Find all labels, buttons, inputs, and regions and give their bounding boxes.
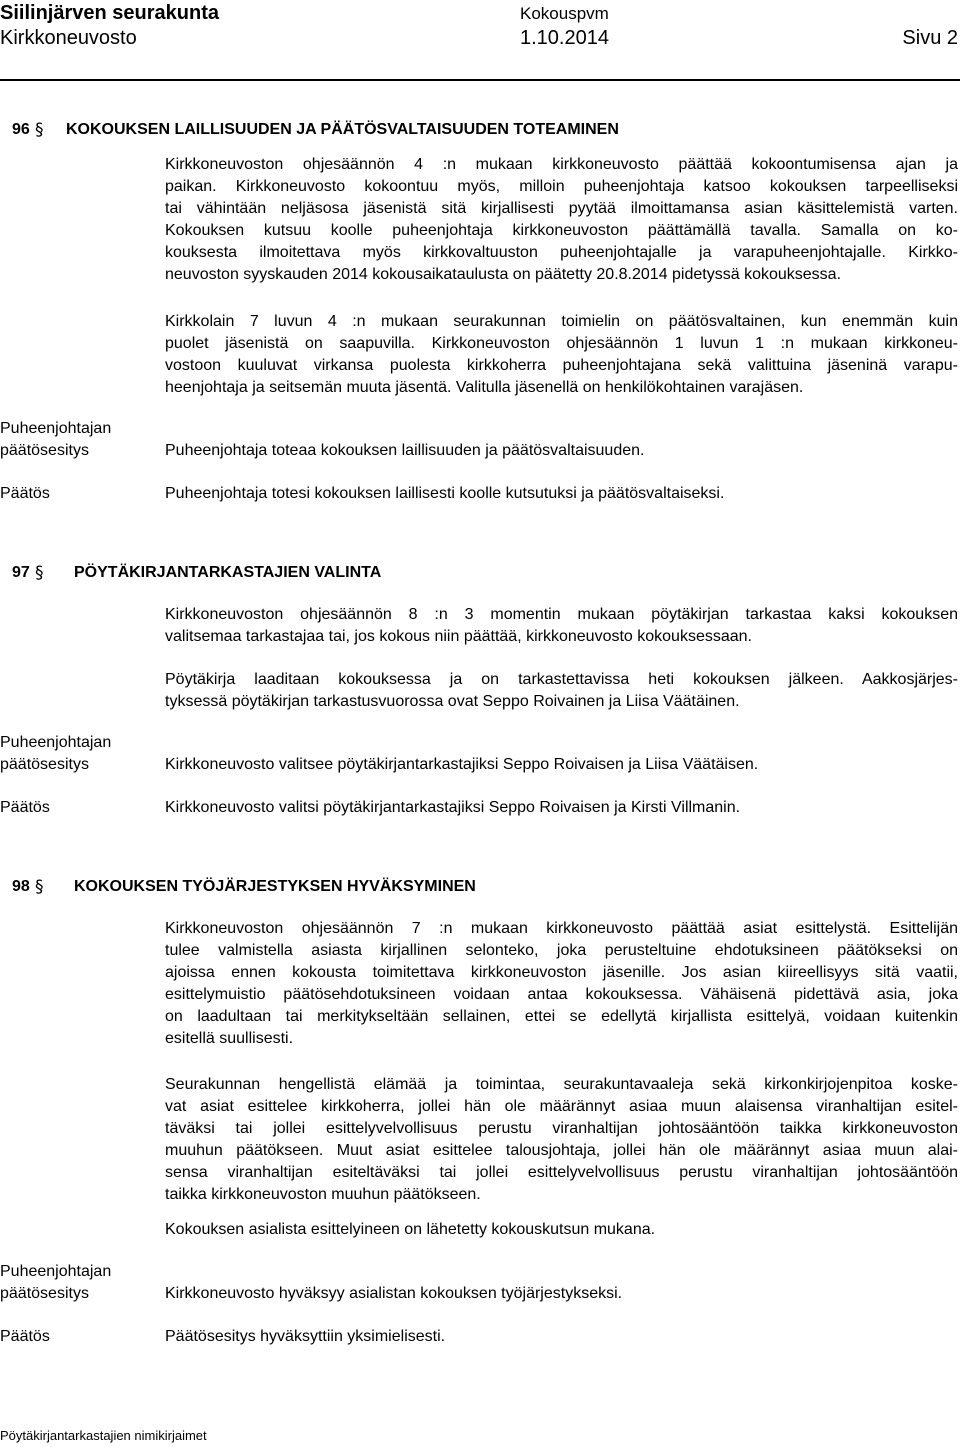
- proposal-text: Kirkkoneuvosto valitsee pöytäkirjantarkastajiksi Seppo Roivaisen ja Liisa Väätäisen.: [165, 756, 759, 773]
- section-paragraph: Pöytäkirja laaditaan kokouksessa ja on tarkastettavissa heti kokouksen jälkeen. Aakkosjärjes- tyksessä pöytäkirjan tarkastusvuorossa ovat Seppo Roivainen ja Liisa Väätäinen.: [165, 671, 958, 710]
- page-number: Sivu 2: [902, 27, 958, 49]
- section-number: 96: [12, 121, 30, 138]
- proposal-label: Puheenjohtajan päätösesitys: [0, 734, 112, 773]
- section-sign-icon: [34, 876, 46, 896]
- organization-name: Siilinjärven seurakunta: [0, 2, 219, 24]
- svg-text:§: §: [35, 877, 44, 896]
- section-title: PÖYTÄKIRJANTARKASTAJIEN VALINTA: [74, 564, 382, 581]
- decision-text: Kirkkoneuvosto valitsi pöytäkirjantarkastajiksi Seppo Roivaisen ja Kirsti Villmanin.: [165, 799, 741, 816]
- proposal-text: Puheenjohtaja toteaa kokouksen laillisuuden ja päätösvaltaisuuden.: [165, 442, 645, 459]
- decision-label: Päätös: [0, 1328, 50, 1345]
- section-number: 98: [12, 878, 30, 895]
- body-name: Kirkkoneuvosto: [0, 27, 137, 49]
- section-title: KOKOUKSEN TYÖJÄRJESTYKSEN HYVÄKSYMINEN: [74, 878, 476, 895]
- decision-label: Päätös: [0, 799, 50, 816]
- signature-note: Pöytäkirjantarkastajien nimikirjaimet: [0, 1428, 207, 1443]
- decision-label: Päätös: [0, 485, 50, 502]
- proposal-label: Puheenjohtajan päätösesitys: [0, 1263, 112, 1302]
- section-sign-icon: [34, 119, 46, 139]
- section-title: KOKOUKSEN LAILLISUUDEN JA PÄÄTÖSVALTAISUUDEN TOTEAMINEN: [66, 121, 619, 138]
- section-sign-icon: [34, 562, 46, 582]
- proposal-label: Puheenjohtajan päätösesitys: [0, 420, 112, 459]
- section-paragraph: Kirkkoneuvoston ohjesäännön 8 :n 3 momentin mukaan pöytäkirjan tarkastaa kaksi kokouksen valitsemaa tarkastajaa tai, jos kokous niin päättää, kirkkoneuvosto kokouksessaan.: [165, 606, 958, 645]
- svg-text:§: §: [35, 563, 44, 582]
- section-paragraph: Kirkkoneuvoston ohjesäännön 4 :n mukaan kirkkoneuvosto päättää kokoontumisensa ajan ja paikan. Kirkkoneuvosto kokoontuu myös, milloin puheenjohtaja katsoo kokouksen tarpeelliseksi tai vähintään neljäsosa jäsenistä sitä kirjallisesti pyytää ilmoittamansa asian käsittelemistä varten. Kokouksen kutsuu koolle puheenjohtaja kirkkoneuvoston päättämällä tavalla. Samalla on ko- kouksesta ilmoitettava myös kirkkovaltuuston puheenjohtajalle ja varapuheenjohtajalle. Kirkko- neuvoston syyskauden 2014 kokousaikataulusta on päätetty 20.8.2014 pidetyssä kokouksessa.: [165, 156, 958, 283]
- section-paragraph: Kirkkoneuvoston ohjesäännön 7 :n mukaan kirkkoneuvosto päättää asiat esittelystä. Esittelijän tulee valmistella asiasta kirjallinen selonteko, joka perusteltuine ehdotuksineen päätökseksi on ajoissa ennen kokousta toimitettava kirkkoneuvoston jäsenille. Jos asian kiireellisyys sitä vaatii, esittelymuistio päätösehdotuksineen voidaan antaa kokouksessa. Vähäisenä pidettävä asia, joka on laadultaan tai merkitykseltään sellainen, ettei se edellytä kirjallista esittelyä, voidaan kuitenkin esitellä suullisesti.: [165, 920, 958, 1047]
- proposal-text: Kirkkoneuvosto hyväksyy asialistan kokouksen työjärjestykseksi.: [165, 1285, 623, 1302]
- decision-text: Päätösesitys hyväksyttiin yksimielisesti.: [165, 1328, 446, 1345]
- section-paragraph: Kirkkolain 7 luvun 4 :n mukaan seurakunnan toimielin on päätösvaltainen, kun enemmän kuin puolet jäsenistä on saapuvilla. Kirkkoneuvoston ohjesäännön 1 luvun 1 :n mukaan kirkkoneu- vostoon kuuluvat virkansa puolesta kirkkoherra puheenjohtajana sekä valittuina jäseninä varapu- heenjohtaja ja seitsemän muuta jäsentä. Valitulla jäsenellä on henkilökohtainen varajäsen.: [165, 313, 958, 396]
- header-rule: [0, 79, 960, 81]
- decision-text: Puheenjohtaja totesi kokouksen laillisesti koolle kutsutuksi ja päätösvaltaiseksi.: [165, 485, 725, 502]
- section-number: 97: [12, 564, 30, 581]
- date-label: Kokouspvm: [520, 4, 609, 23]
- section-paragraph: Seurakunnan hengellistä elämää ja toimintaa, seurakuntavaaleja sekä kirkonkirjojenpitoa koske- vat asiat esittelee kirkkoherra, jollei hän ole määrännyt asiaa muun alaisensa viranhaltijan esitel- täväksi tai jollei esittelyvelvollisuus perustu viranhaltijan johtosääntöön taikka kirkkoneuvoston muuhun päätökseen. Muut asiat esittelee talousjohtaja, jollei hän ole määrännyt asiaa muun alai- sensa viranhaltijan esiteltäväksi tai jollei esittelyvelvollisuus perustu viranhaltijan johtosääntöön taikka kirkkoneuvoston muuhun päätökseen.: [165, 1076, 958, 1203]
- svg-text:§: §: [35, 120, 44, 139]
- meeting-date: 1.10.2014: [520, 27, 609, 49]
- section-paragraph: Kokouksen asialista esittelyineen on lähetetty kokouskutsun mukana.: [165, 1221, 656, 1238]
